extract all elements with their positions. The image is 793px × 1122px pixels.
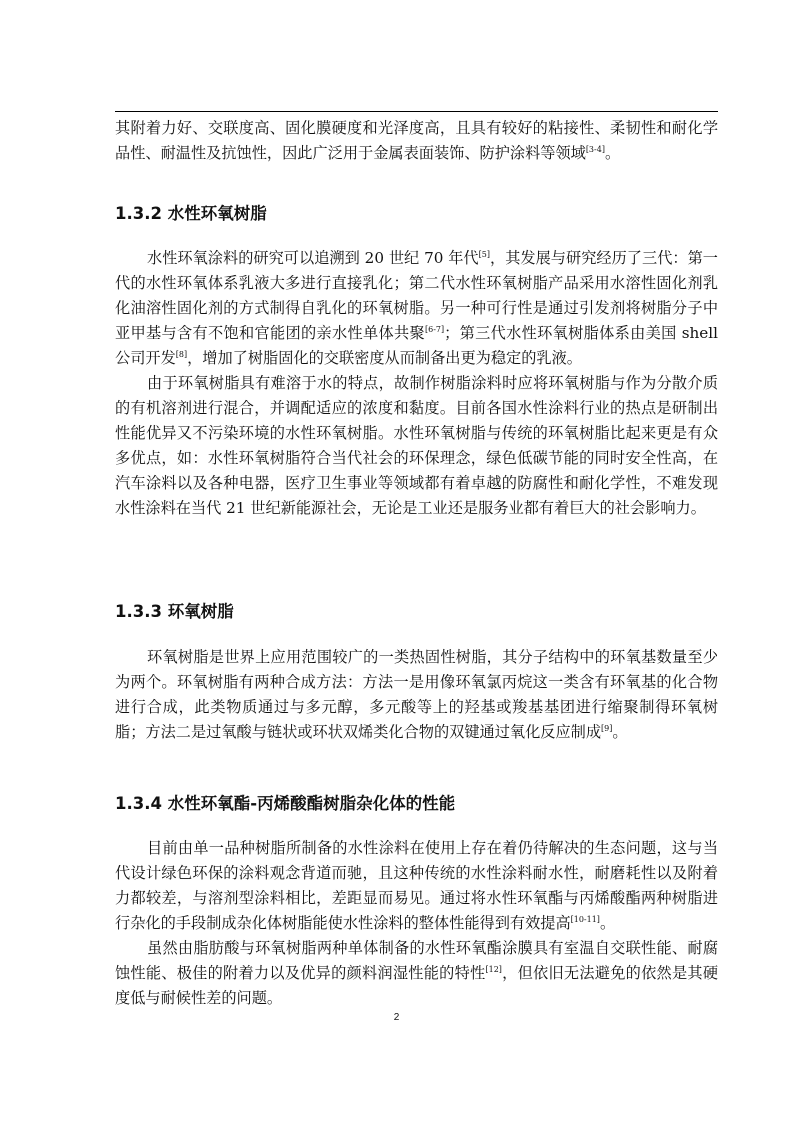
citation-ref: [3-4] (585, 145, 605, 154)
section-heading-1-3-3: 1.3.3 环氧树脂 (115, 602, 234, 621)
citation-ref: [12] (485, 965, 502, 974)
citation-ref: [10-11] (570, 915, 600, 924)
paragraph-waterborne-epoxy-history: 水性环氧涂料的研究可以追溯到 20 世纪 70 年代[5]，其发展与研究经历了三代：第一代的水性环氧体系乳液大多进行直接乳化；第二代水性环氧树脂产品采用水溶性固化剂乳化油溶性固化剂的方式制得自乳化的环氧树脂。另一种可行性是通过引发剂将树脂分子中亚甲基与含有不饱和官能团的亲水性单体共聚[6-7]；第三代水性环氧树脂体系由美国 shell 公司开发[8]，增加了树脂固化的交联密度从而制备出更为稳定的乳液。 (115, 249, 719, 367)
paragraph-waterborne-epoxy-advantages: 由于环氧树脂具有难溶于水的特点，故制作树脂涂料时应将环氧树脂与作为分散介质的有机溶剂进行混合，并调配适应的浓度和黏度。目前各国水性涂料行业的热点是研制出性能优异又不污染环境的水性环氧树脂。水性环氧树脂与传统的环氧树脂比起来更是有众多优点，如：水性环氧树脂符合当代社会的环保理念，绿色低碳节能的同时安全性高，在汽车涂料以及各种电器，医疗卫生事业等领域都有着卓越的防腐性和耐化学性，不难发现水性涂料在当代 21 世纪新能源社会，无论是工业还是服务业都有着巨大的社会影响力。 (115, 374, 718, 517)
page-number: 2 (393, 1012, 400, 1023)
section-heading-1-3-2: 1.3.2 水性环氧树脂 (115, 204, 267, 223)
paragraph-hybrid-motivation: 目前由单一品种树脂所制备的水性涂料在使用上存在着仍待解决的生态问题，这与当代设计绿色环保的涂料观念背道而驰，且这种传统的水性涂料耐水性，耐磨耗性以及附着力都较差，与溶剂型涂料相比，差距显而易见。通过将水性环氧酯与丙烯酸酯两种树脂进行杂化的手段制成杂化体树脂能使水性涂料的整体性能得到有效提高[10-11]。 (115, 839, 718, 932)
section-heading-1-3-4: 1.3.4 水性环氧酯-丙烯酸酯树脂杂化体的性能 (115, 794, 456, 813)
paragraph-epoxy-resin: 环氧树脂是世界上应用范围较广的一类热固性树脂，其分子结构中的环氧基数量至少为两个。环氧树脂有两种合成方法：方法一是用像环氧氯丙烷这一类含有环氧基的化合物进行合成，此类物质通过与多元醇，多元酸等上的羟基或羧基基团进行缩聚制得环氧树脂；方法二是过氧酸与链状或环状双烯类化合物的双键通过氧化反应制成[9]。 (115, 648, 718, 741)
citation-ref: [5] (478, 250, 490, 259)
header-rule (115, 111, 718, 112)
citation-ref: [6-7] (424, 325, 445, 334)
citation-ref: [9] (601, 724, 613, 733)
citation-ref: [8] (175, 350, 188, 359)
paragraph-epoxy-ester-properties: 虽然由脂肪酸与环氧树脂两种单体制备的水性环氧酯涂膜具有室温自交联性能、耐腐蚀性能、极佳的附着力以及优异的颜料润湿性能的特性[12]，但依旧无法避免的依然是其硬度低与耐候性差的问题。 (115, 939, 719, 1007)
continuation-paragraph: 其附着力好、交联度高、固化膜硬度和光泽度高，且具有较好的粘接性、柔韧性和耐化学品性、耐温性及抗蚀性，因此广泛用于金属表面装饰、防护涂料等领域[3-4]。 (115, 119, 718, 162)
